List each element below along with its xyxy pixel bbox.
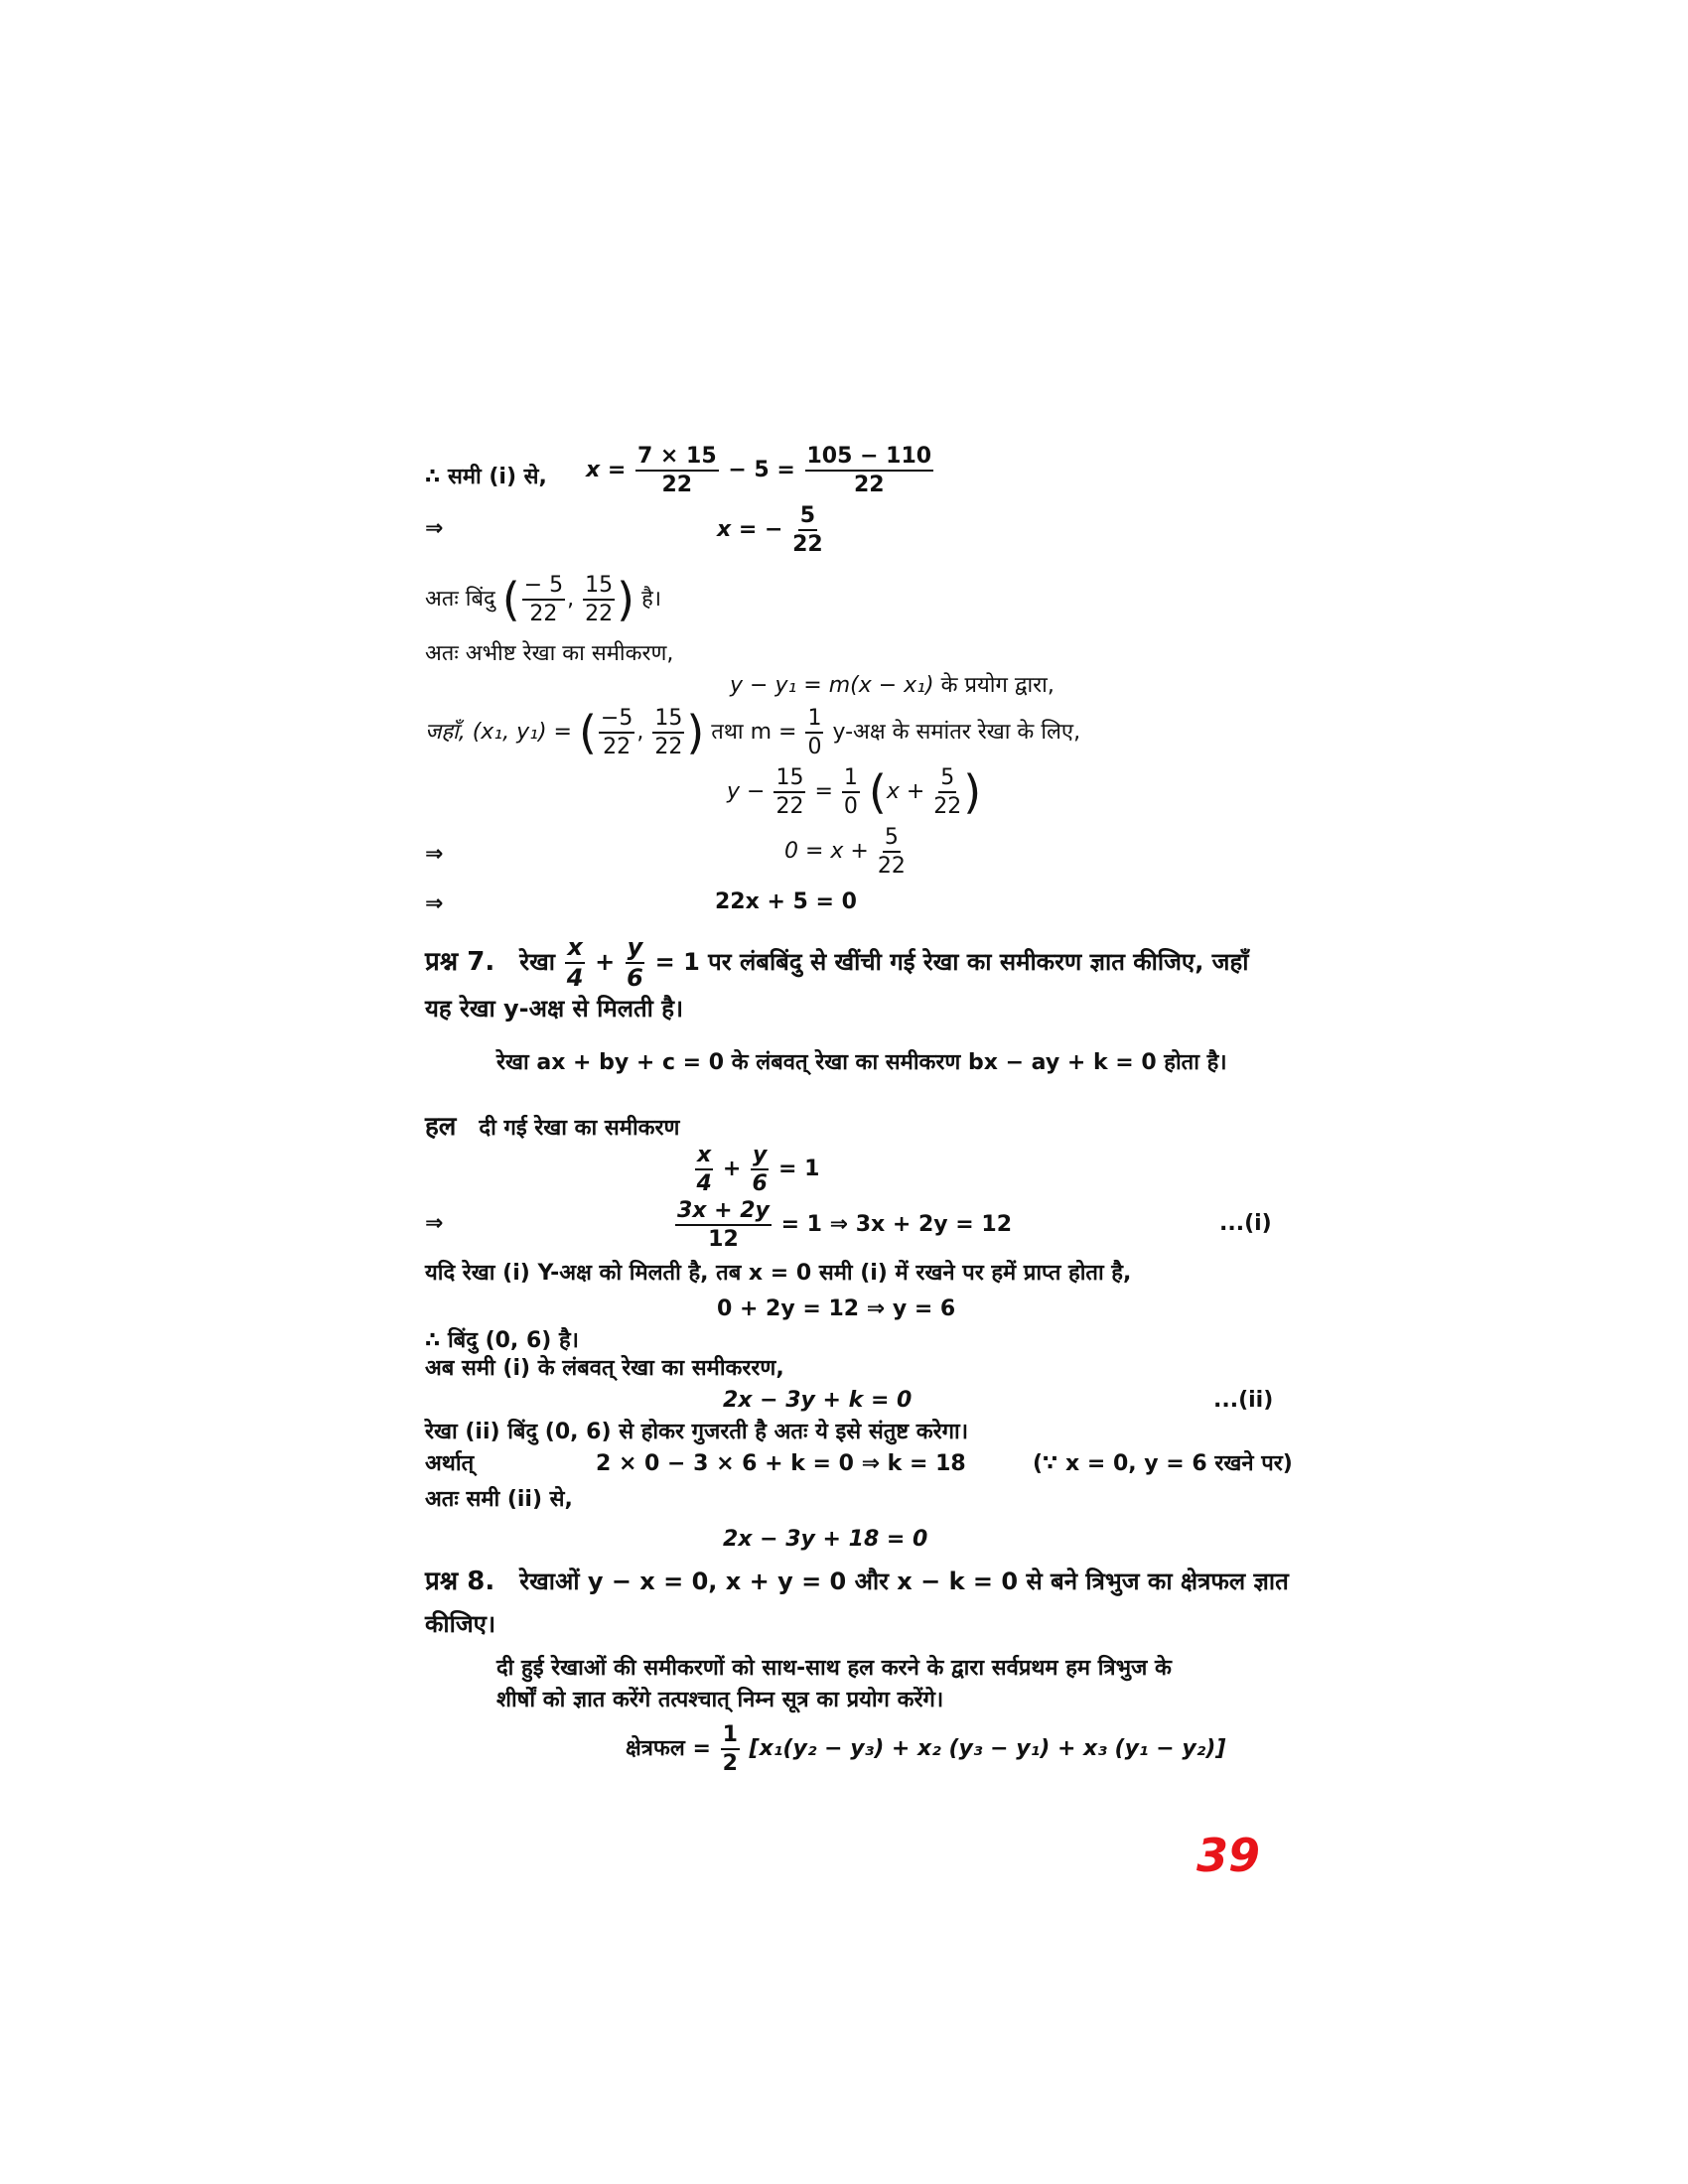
solution-label: हल [425, 1112, 457, 1142]
solve-for-y: 0 + 2y = 12 ⇒ y = 6 [717, 1297, 956, 1321]
implies-arrow: ⇒ [425, 842, 444, 867]
implies-arrow: ⇒ [425, 516, 444, 541]
fraction: $\frac{7 \times 15}{22}$ [636, 444, 717, 498]
substituted-equation: y − $\frac{15}{22}$ = $\frac{1}{0}$ (x + $\frac{5}{22}$ ) [727, 765, 982, 820]
solution-intro: हल दी गई रेखा का समीकरण [425, 1112, 680, 1142]
triangle-area-formula: क्षेत्रफल = $\frac{1}{2}$ [x₁(y₂ − y₃) + x₂ (y₃ − y₁) + x₃ (y₁ − y₂)] [626, 1722, 1226, 1777]
zero-equals-equation: 0 = x + $\frac{5}{22}$ [784, 825, 906, 880]
question-8-continuation: कीजिए। [425, 1610, 496, 1638]
perpendicular-intro: अब समी (i) के लंबवत् रेखा का समीकररण, [425, 1356, 784, 1381]
that-is-label: अर्थात् [425, 1451, 475, 1476]
area-hint-line-2: शीर्षों को ज्ञात करेंगे तत्पश्चात् निम्न सूत्र का प्रयोग करेंगे। [496, 1688, 944, 1712]
question-8-label: प्रश्न 8. [425, 1567, 495, 1596]
x-value-equation: x = $\frac{7 \times 15}{22}$ − 5 = $\frac{105 - 110}{22}$ [586, 444, 932, 498]
point-0-6: ∴ बिंदु (0, 6) है। [425, 1328, 579, 1353]
given-equation: $\frac{x}{4}$ + $\frac{y}{6}$ = 1 [696, 1143, 820, 1197]
x-equals-neg-5-22: x = − $\frac{5}{22}$ [717, 503, 823, 558]
therefore-from-eq-i: ∴ समी (i) से, [425, 465, 547, 489]
final-answer-q7: 2x − 3y + 18 = 0 [723, 1527, 928, 1552]
question-7-label: प्रश्न 7. [425, 947, 495, 978]
area-hint-line-1: दी हुई रेखाओं की समीकरणों को साथ-साथ हल करने के द्वारा सर्वप्रथम हम त्रिभुज के [496, 1656, 1172, 1681]
hence-from-eq-ii: अतः समी (ii) से, [425, 1487, 573, 1512]
implies-arrow: ⇒ [425, 891, 444, 916]
simplified-equation: $\frac{3x + 2y}{12}$ = 1 ⇒ 3x + 2y = 12 [677, 1198, 1012, 1253]
point-statement: अतः बिंदु ( $\frac{- 5}{22}$ , $\frac{15}{22}$ ) है। [425, 573, 662, 627]
final-equation-22x: 22x + 5 = 0 [715, 889, 857, 914]
substitution-note: (∵ x = 0, y = 6 रखने पर) [1033, 1451, 1293, 1476]
fraction: $\frac{105 - 110}{22}$ [806, 444, 932, 498]
question-8: प्रश्न 8. रेखाओं y − x = 0, x + y = 0 और x − k = 0 से बने त्रिभुज का क्षेत्रफल ज्ञात [425, 1567, 1289, 1596]
implies-arrow: ⇒ [425, 1211, 444, 1236]
page-number: 39 [1196, 1829, 1261, 1882]
point-slope-formula: y − y₁ = m(x − x₁) के प्रयोग द्वारा, [730, 673, 1055, 698]
solve-for-k: 2 × 0 − 3 × 6 + k = 0 ⇒ k = 18 [596, 1451, 966, 1476]
perpendicular-hint: रेखा ax + by + c = 0 के लंबवत् रेखा का समीकरण bx − ay + k = 0 होता है। [496, 1050, 1227, 1075]
y-axis-condition: यदि रेखा (i) Y-अक्ष को मिलती है, तब x = 0 समी (i) में रखने पर हमें प्राप्त होता है, [425, 1261, 1132, 1286]
passes-through-point: रेखा (ii) बिंदु (0, 6) से होकर गुजरती है अतः ये इसे संतुष्ट करेगा। [425, 1420, 969, 1444]
perpendicular-equation: 2x − 3y + k = 0 [723, 1388, 913, 1413]
required-line-text: अतः अभीष्ट रेखा का समीकरण, [425, 641, 674, 666]
where-values: जहाँ, (x₁, y₁) = ( $\frac{-5}{22}$ , $\frac{15}{22}$ ) तथा m = $\frac{1}{0}$ y-अक्ष के समांतर रेखा के लिए, [425, 706, 1081, 760]
equation-tag-i: ...(i) [1219, 1211, 1272, 1236]
question-7-continuation: यह रेखा y-अक्ष से मिलती है। [425, 995, 684, 1023]
equation-tag-ii: ...(ii) [1213, 1388, 1274, 1413]
question-7: प्रश्न 7. रेखा $\frac{x}{4}$ + $\frac{y}{6}$ = 1 पर लंबबिंदु से खींची गई रेखा का समीकरण ज्ञात कीजिए, जहाँ [425, 933, 1249, 993]
